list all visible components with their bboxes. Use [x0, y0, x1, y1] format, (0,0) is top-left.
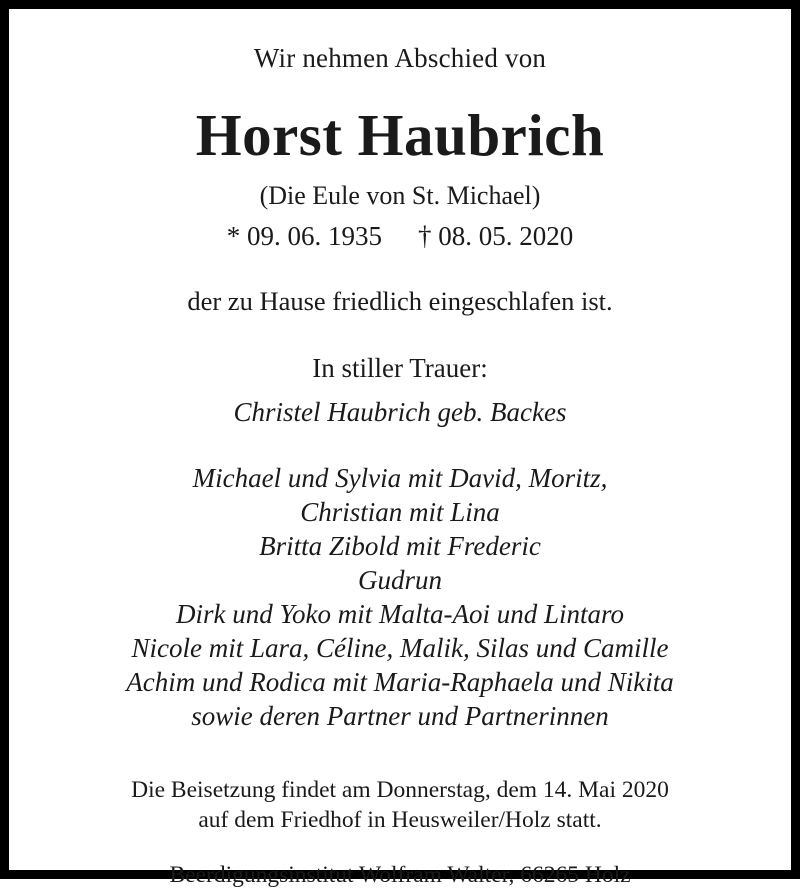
family-line: Gudrun	[357, 564, 442, 595]
passing-statement: der zu Hause friedlich eingeschlafen ist.	[187, 286, 613, 316]
farewell-intro-text: Wir nehmen Abschied von	[253, 43, 547, 73]
family-line: Christian mit Lina	[300, 496, 500, 527]
family-line: Michael und Sylvia mit David, Moritz,	[192, 462, 608, 493]
family-line: Britta Zibold mit Frederic	[259, 530, 541, 561]
family-line: Nicole mit Lara, Céline, Malik, Silas und Camille	[131, 632, 669, 663]
family-line: sowie deren Partner und Partnerinnen	[191, 700, 609, 731]
funeral-details	[43, 775, 757, 836]
deceased-name: Horst Haubrich	[195, 102, 605, 168]
deceased-nickname: (Die Eule von St. Michael)	[259, 181, 541, 210]
family-names-list	[43, 461, 757, 733]
widow-name: Christel Haubrich geb. Backes	[233, 396, 567, 427]
family-line: Dirk und Yoko mit Malta-Aoi und Lintaro	[175, 598, 625, 629]
family-line: Achim und Rodica mit Maria-Raphaela und Nikita	[126, 666, 674, 697]
funeral-detail-line: auf dem Friedhof in Heusweiler/Holz statt.	[198, 807, 602, 834]
funeral-home-credit: Beerdigungsinstitut Wolfram Walter, 66265 Holz	[169, 861, 631, 888]
mourning-label: In stiller Trauer:	[312, 352, 488, 383]
life-dates	[43, 223, 757, 250]
funeral-detail-line: Die Beisetzung findet am Donnerstag, dem 14. Mai 2020	[131, 776, 669, 803]
birth-date: * 09. 06. 1935	[226, 221, 382, 251]
death-date: † 08. 05. 2020	[418, 221, 574, 251]
obituary-notice	[9, 9, 791, 888]
